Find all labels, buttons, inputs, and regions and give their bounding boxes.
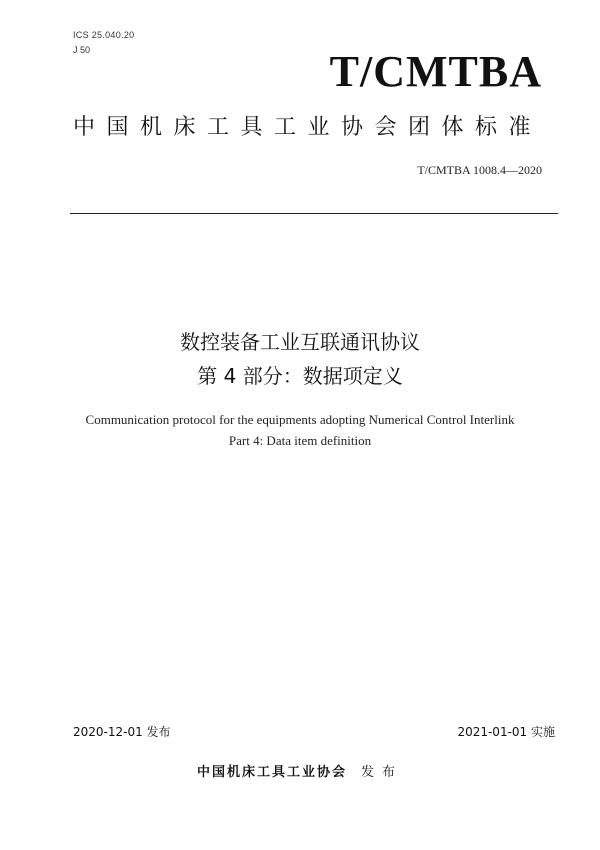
organization-standard-title: 中国机床工具工业协会团体标准 bbox=[73, 115, 543, 140]
ics-code: ICS 25.040.20 bbox=[73, 30, 135, 40]
document-subtitle-zh: 第 4 部分：数据项定义 bbox=[197, 364, 403, 388]
header-divider bbox=[70, 213, 558, 214]
organization-code-logo: T/CMTBA bbox=[329, 47, 542, 96]
document-subtitle-en: Part 4: Data item definition bbox=[228, 433, 372, 448]
ccs-code: J 50 bbox=[73, 45, 91, 55]
issue-date: 2020-12-01 发布 bbox=[73, 725, 171, 739]
document-title-zh: 数控装备工业互联通讯协议 bbox=[180, 330, 420, 354]
publisher-name: 中国机床工具工业协会 bbox=[196, 765, 347, 780]
publisher-line bbox=[0, 766, 600, 779]
document-title-en: Communication protocol for the equipments adopting Numerical Control Interlink bbox=[85, 412, 515, 427]
implementation-date: 2021-01-01 实施 bbox=[457, 725, 555, 739]
standard-number: T/CMTBA 1008.4—2020 bbox=[417, 163, 542, 177]
publish-action: 发布 bbox=[361, 765, 404, 780]
